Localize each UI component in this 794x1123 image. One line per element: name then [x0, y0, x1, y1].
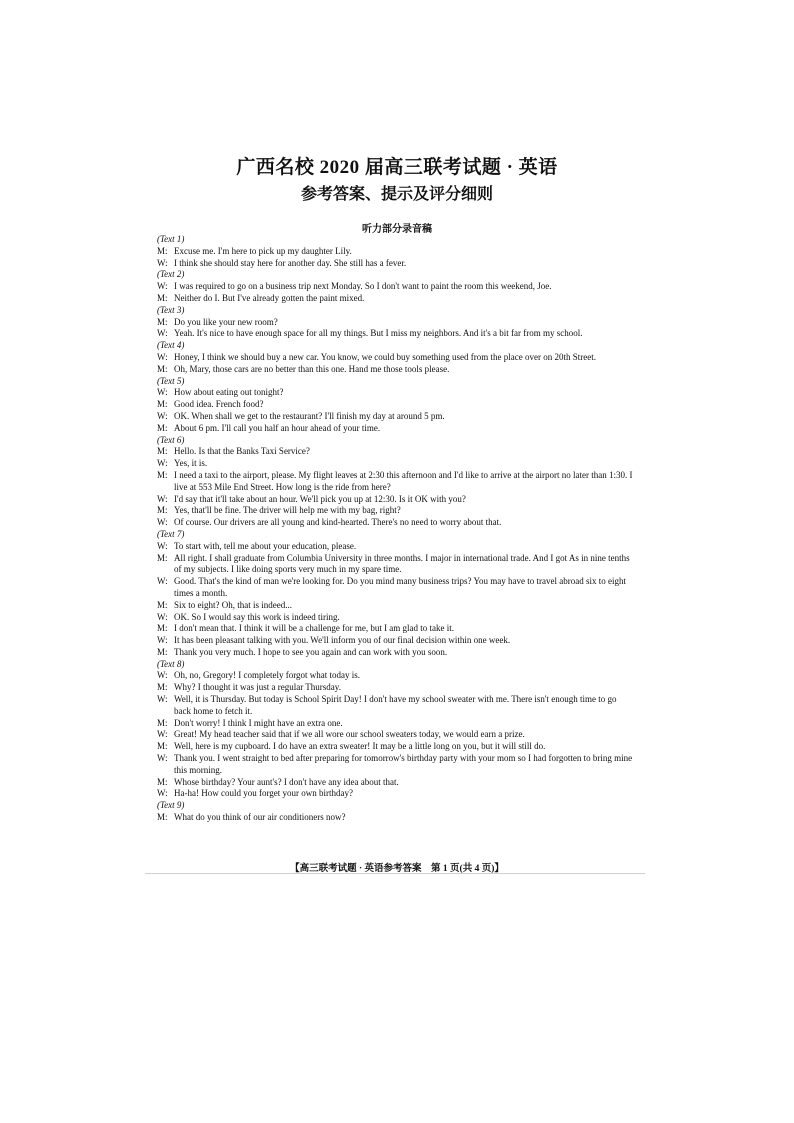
- dialogue-line: [157, 812, 635, 824]
- speaker-label: M:: [157, 399, 168, 410]
- dialogue-line: [157, 328, 635, 340]
- speaker-label: M:: [157, 363, 168, 374]
- dialogue-text: Yeah. It's nice to have enough space for all my things. But I miss my neighbors. And it's a bit far from my school.: [174, 328, 583, 339]
- dialogue-line: [157, 352, 635, 364]
- dialogue-text: Do you like your new room?: [174, 316, 278, 327]
- dialogue-line: [157, 517, 635, 529]
- dialogue-line: [157, 600, 635, 612]
- speaker-label: W:: [157, 493, 168, 504]
- text-header: (Text 1): [157, 234, 185, 244]
- dialogue-line: [157, 293, 635, 305]
- speaker-label: W:: [157, 351, 168, 362]
- dialogue-line: [157, 741, 635, 753]
- speaker-label: W:: [157, 788, 168, 799]
- dialogue-text: Neither do I. But I've already gotten the paint mixed.: [174, 292, 365, 303]
- dialogue-text: OK. So I would say this work is indeed tiring.: [174, 611, 340, 622]
- dialogue-line: [157, 281, 635, 293]
- dialogue-line: [157, 458, 635, 470]
- dialogue-line: [157, 576, 635, 600]
- dialogue-text: Good. That's the kind of man we're looking for. Do you mind many business trips? You may have to travel abroad six to eight times a month.: [174, 576, 627, 598]
- dialogue-text: Hello. Is that the Banks Taxi Service?: [174, 446, 310, 457]
- page-footer: 【高三联考试题 · 英语参考答案 第 1 页(共 4 页)】: [290, 864, 504, 874]
- dialogue-text: Thank you. I went straight to bed after preparing for tomorrow's birthday party with your mom so I had forgotten to bring mine this morning.: [174, 753, 633, 775]
- dialogue-text: Well, it is Thursday. But today is School Spirit Day! I don't have my school sweater with me. There isn't enough time to go back home to fetch it.: [174, 694, 617, 716]
- text-header: (Text 4): [157, 340, 185, 351]
- dialogue-text: I need a taxi to the airport, please. My flight leaves at 2:30 this afternoon and I'd like to arrive at the airport no later than 1:30. I live at 553 Mile End Street. How long is the ride from here?: [174, 469, 633, 492]
- speaker-label: W:: [157, 611, 168, 622]
- speaker-label: W:: [157, 458, 168, 469]
- speaker-label: W:: [157, 281, 168, 292]
- dialogue-text: I was required to go on a business trip next Monday. So I don't want to paint the room this weekend, Joe.: [174, 281, 552, 292]
- dialogue-text: I think she should stay here for another day. She still has a fever.: [174, 257, 407, 268]
- speaker-label: M:: [157, 623, 168, 634]
- dialogue-text: Whose birthday? Your aunt's? I don't have any idea about that.: [174, 776, 399, 787]
- dialogue-text: Honey, I think we should buy a new car. You know, we could buy something used from the place over on 20th Street.: [174, 351, 597, 362]
- dialogue-line: [157, 258, 635, 270]
- dialogue-line: [157, 682, 635, 694]
- dialogue-line: [157, 399, 635, 411]
- speaker-label: M:: [157, 776, 168, 787]
- dialogue-text: All right. I shall graduate from Columbia University in three months. I major in international trade. And I got As in nine tenths of my subjects. I like doing sports very much in my spare time.: [174, 552, 630, 575]
- speaker-label: W:: [157, 410, 168, 421]
- text-header: (Text 6): [157, 434, 185, 445]
- speaker-label: W:: [157, 670, 168, 681]
- dialogue-line: [157, 317, 635, 329]
- dialogue-text: It has been pleasant talking with you. We'll inform you of our final decision within one week.: [174, 635, 511, 646]
- speaker-label: M:: [157, 646, 168, 657]
- page-title: 广西名校 2020 届高三联考试题 · 英语: [236, 157, 558, 178]
- speaker-label: M:: [157, 422, 168, 433]
- dialogue-line: [157, 470, 635, 494]
- dialogue-line: [157, 423, 635, 435]
- speaker-label: W:: [157, 517, 168, 528]
- speaker-label: W:: [157, 635, 168, 646]
- speaker-label: W:: [157, 540, 168, 551]
- speaker-label: M:: [157, 682, 168, 693]
- dialogue-line: [157, 364, 635, 376]
- text-header: (Text 8): [157, 658, 185, 669]
- speaker-label: M:: [157, 446, 168, 457]
- dialogue-text: Well, here is my cupboard. I do have an extra sweater! It may be a little long on you, but it will still do.: [174, 741, 546, 752]
- speaker-label: M:: [157, 717, 168, 728]
- text-header: (Text 5): [157, 375, 185, 386]
- dialogue-line: [157, 777, 635, 789]
- speaker-label: M:: [157, 505, 168, 516]
- speaker-label: M:: [157, 741, 168, 752]
- speaker-label: W:: [157, 387, 168, 398]
- page-subtitle: 参考答案、提示及评分细则: [300, 186, 493, 203]
- dialogue-text: To start with, tell me about your education, please.: [174, 540, 357, 551]
- dialogue-line: [157, 246, 635, 258]
- dialogue-line: [157, 553, 635, 577]
- section-heading: 听力部分录音稿: [362, 224, 432, 235]
- dialogue-line: [157, 718, 635, 730]
- speaker-label: W:: [157, 257, 168, 268]
- dialogue-text: Ha-ha! How could you forget your own birthday?: [174, 788, 354, 799]
- dialogue-text: How about eating out tonight?: [174, 387, 284, 398]
- dialogue-text: Yes, it is.: [174, 458, 208, 469]
- speaker-label: M:: [157, 812, 168, 823]
- dialogue-text: I don't mean that. I think it will be a challenge for me, but I am glad to take it.: [174, 623, 455, 634]
- dialogue-text: Don't worry! I think I might have an extra one.: [174, 717, 343, 728]
- dialogue-text: Yes, that'll be fine. The driver will help me with my bag, right?: [174, 505, 401, 516]
- dialogue-line: [157, 670, 635, 682]
- speaker-label: M:: [157, 316, 168, 327]
- speaker-label: M:: [157, 245, 168, 256]
- footer-divider: [145, 873, 645, 874]
- dialogue-text: Of course. Our drivers are all young and kind-hearted. There's no need to worry about that.: [174, 517, 502, 528]
- dialogue-text: About 6 pm. I'll call you half an hour ahead of your time.: [174, 422, 381, 433]
- dialogue-line: [157, 647, 635, 659]
- speaker-label: M:: [157, 292, 168, 303]
- speaker-label: W:: [157, 729, 168, 740]
- speaker-label: M:: [157, 599, 168, 610]
- dialogue-line: [157, 635, 635, 647]
- dialogue-text: Why? I thought it was just a regular Thursday.: [174, 682, 341, 693]
- dialogue-text: What do you think of our air conditioners now?: [174, 812, 346, 823]
- dialogue-line: [157, 788, 635, 800]
- dialogue-line: [157, 612, 635, 624]
- dialogue-text: Good idea. French food?: [174, 399, 264, 410]
- dialogue-text: Thank you very much. I hope to see you again and can work with you soon.: [174, 646, 448, 657]
- dialogue-text: I'd say that it'll take about an hour. We'll pick you up at 12:30. Is it OK with you?: [174, 493, 466, 504]
- speaker-label: M:: [157, 552, 168, 563]
- dialogue-line: [157, 753, 635, 777]
- dialogue-line: [157, 387, 635, 399]
- listening-transcript: [157, 234, 635, 824]
- text-header: (Text 2): [157, 269, 185, 280]
- speaker-label: W:: [157, 753, 168, 764]
- dialogue-line: [157, 411, 635, 423]
- text-header: (Text 7): [157, 528, 185, 539]
- text-header: (Text 9): [157, 800, 185, 811]
- speaker-label: W:: [157, 694, 168, 705]
- dialogue-text: Oh, no, Gregory! I completely forgot what today is.: [174, 670, 361, 681]
- dialogue-line: [157, 623, 635, 635]
- dialogue-line: [157, 446, 635, 458]
- dialogue-text: Oh, Mary, those cars are no better than this one. Hand me those tools please.: [174, 363, 450, 374]
- speaker-label: W:: [157, 328, 168, 339]
- dialogue-text: Great! My head teacher said that if we all wore our school sweaters today, we would earn a prize.: [174, 729, 525, 740]
- dialogue-line: [157, 694, 635, 718]
- dialogue-text: Excuse me. I'm here to pick up my daughter Lily.: [174, 245, 352, 256]
- text-header: (Text 3): [157, 304, 185, 315]
- dialogue-text: Six to eight? Oh, that is indeed...: [174, 599, 292, 610]
- dialogue-text: OK. When shall we get to the restaurant? I'll finish my day at around 5 pm.: [174, 410, 445, 421]
- speaker-label: W:: [157, 576, 168, 587]
- dialogue-line: [157, 505, 635, 517]
- dialogue-line: [157, 541, 635, 553]
- speaker-label: M:: [157, 469, 168, 480]
- dialogue-line: [157, 494, 635, 506]
- dialogue-line: [157, 729, 635, 741]
